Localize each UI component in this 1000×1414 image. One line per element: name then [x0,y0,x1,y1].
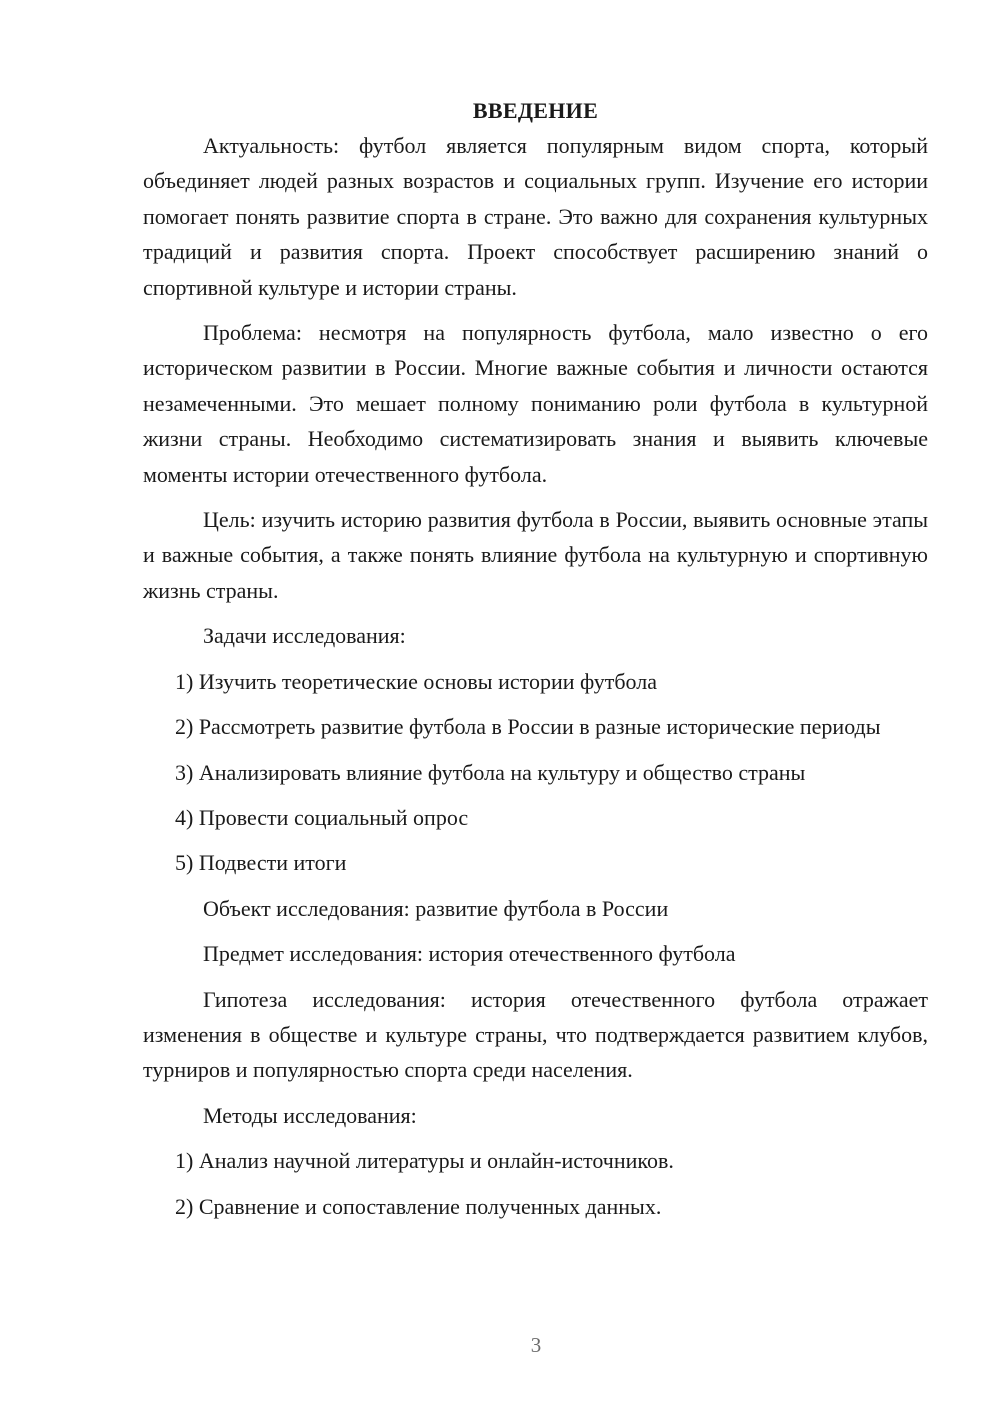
method-item: 1) Анализ научной литературы и онлайн-источников. [175,1148,674,1174]
hypothesis-paragraph: Гипотеза исследования: история отечественного футбола отражает изменения в обществе и культуре страны, что подтверждается развитием клубов, турниров и популярностью спорта среди населения. [143,986,928,1083]
task-item: 5) Подвести итоги [175,850,347,876]
task-item: 2) Рассмотреть развитие футбола в России в разные исторические периоды [175,714,881,740]
section-heading: ВВЕДЕНИЕ [472,98,599,123]
relevance-paragraph: Актуальность: футбол является популярным видом спорта, который объединяет людей разных возрастов и социальных групп. Изучение его истории помогает понять развитие спорта в стране. Это важно для сохранения культурных традиций и развития спорта. Проект способствует расширению знаний о спортивной культуре и истории страны. [143,133,928,300]
task-item: 1) Изучить теоретические основы истории футбола [175,668,657,694]
problem-paragraph: Проблема: несмотря на популярность футбола, мало известно о его историческом развитии в России. Многие важные события и личности остаются незамеченными. Это мешает полному пониманию роли футбола в культурной жизни страны. Необходимо систематизировать знания и выявить ключевые моменты истории отечественного футбола. [143,320,928,487]
method-item: 2) Сравнение и сопоставление полученных данных. [175,1193,662,1219]
methods-heading: Методы исследования: [203,1102,417,1128]
document-page [143,94,928,1224]
goal-paragraph: Цель: изучить историю развития футбола в России, выявить основные этапы и важные события, а также понять влияние футбола на культурную и спортивную жизнь страны. [143,507,928,603]
task-item: 4) Провести социальный опрос [175,804,469,830]
research-object: Объект исследования: развитие футбола в России [203,895,669,921]
tasks-heading: Задачи исследования: [203,623,406,649]
page-number: 3 [530,1333,542,1357]
research-subject: Предмет исследования: история отечественного футбола [203,941,736,967]
task-item: 3) Анализировать влияние футбола на культуру и общество страны [175,759,806,785]
